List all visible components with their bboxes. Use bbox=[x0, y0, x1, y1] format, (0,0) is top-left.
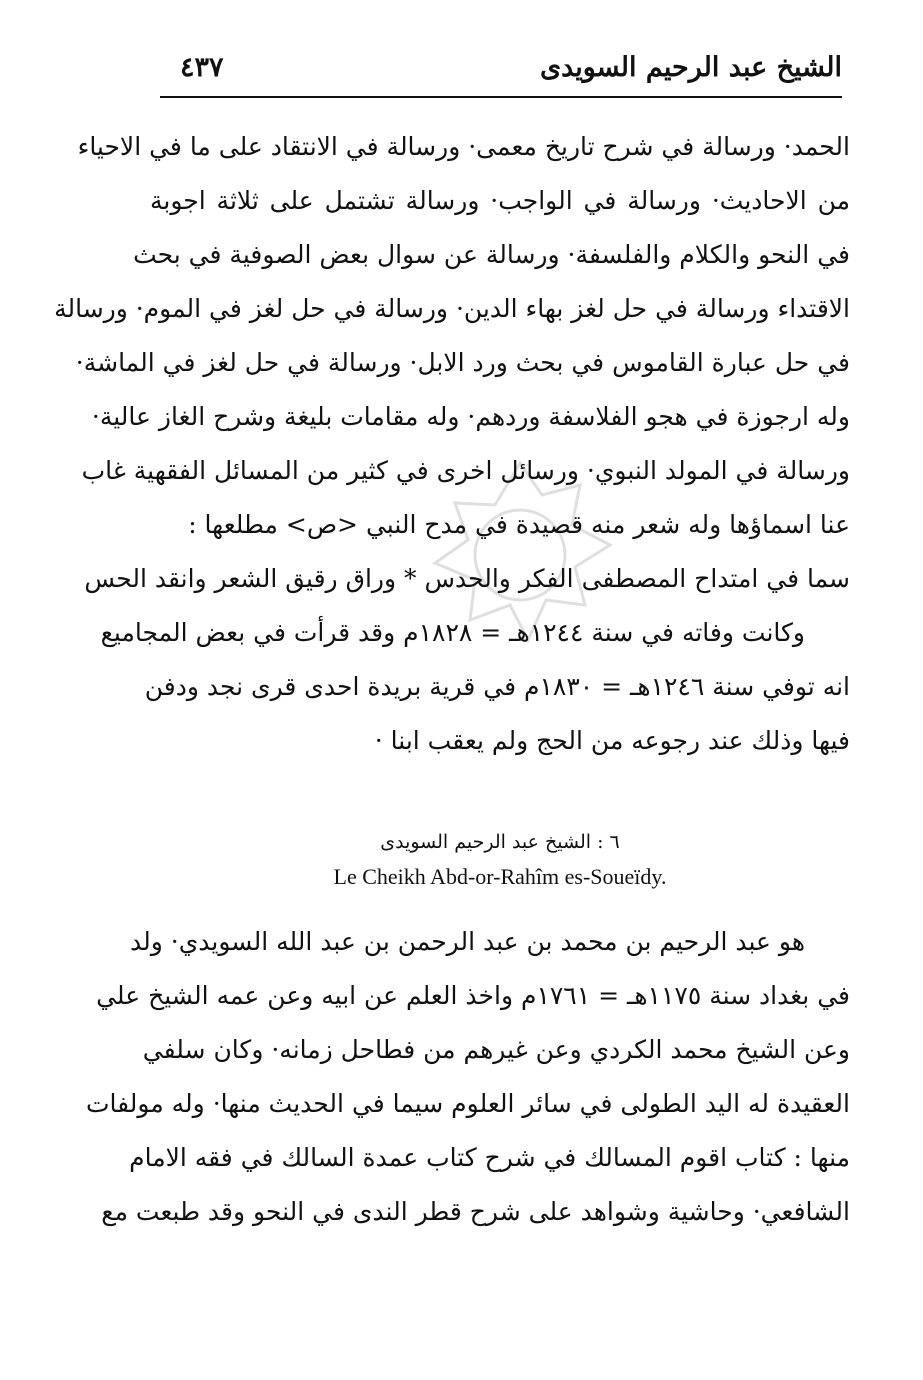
text-line: في النحو والكلام والفلسفة· ورسالة عن سوال بعض الصوفية في بحث bbox=[133, 240, 850, 269]
text-line: من الاحاديث· ورسالة في الواجب· ورسالة تشتمل على ثلاثة اجوبة bbox=[150, 186, 850, 215]
text-line: الاقتداء ورسالة في حل لغز بهاء الدين· ورسالة في حل لغز في الموم· ورسالة bbox=[54, 294, 850, 323]
text-line: ورسالة في المولد النبوي· ورسائل اخرى في كثير من المسائل الفقهية غاب bbox=[81, 456, 850, 485]
text-line: فيها وذلك عند رجوعه من الحج ولم يعقب ابنا · bbox=[374, 726, 850, 755]
text-line: الشافعي· وحاشية وشواهد على شرح قطر الندى في النحو وقد طبعت مع bbox=[101, 1197, 850, 1226]
page-number: ٤٣٧ bbox=[180, 52, 224, 83]
verse-line: سما في امتداح المصطفى الفكر والحدس * وراق رقيق الشعر وانقد الحس bbox=[84, 564, 850, 593]
text-line: العقيدة له اليد الطولى في سائر العلوم سيما في الحديث منها· وله مولفات bbox=[85, 1089, 850, 1118]
text-line: عنا اسماؤها وله شعر منه قصيدة في مدح النبي <ص> مطلعها : bbox=[188, 510, 850, 539]
section-heading-latin: Le Cheikh Abd-or-Rahîm es-Soueïdy. bbox=[333, 864, 667, 889]
text-line: انه توفي سنة ١٢٤٦هـ = ١٨٣٠م في قرية بريدة احدى قرى نجد ودفن bbox=[144, 672, 850, 701]
text-line: وعن الشيخ محمد الكردي وعن غيرهم من فطاحل زمانه· وكان سلفي bbox=[142, 1035, 850, 1064]
section-heading bbox=[150, 824, 850, 894]
text-line: في حل عبارة القاموس في بحث ورد الابل· ورسالة في حل لغز في الماشة· bbox=[75, 348, 850, 377]
text-line: وكانت وفاته في سنة ١٢٤٤هـ = ١٨٢٨م وقد قرأت في بعض المجاميع bbox=[100, 618, 805, 647]
header-divider bbox=[160, 96, 842, 98]
text-block-1 bbox=[54, 120, 850, 768]
text-line: الحمد· ورسالة في شرح تاريخ معمى· ورسالة في الانتقاد على ما في الاحياء bbox=[77, 132, 850, 161]
text-block-2 bbox=[85, 915, 850, 1239]
text-line: وله ارجوزة في هجو الفلاسفة وردهم· وله مقامات بليغة وشرح الغاز عالية· bbox=[91, 402, 850, 431]
running-title: الشيخ عبد الرحيم السويدى bbox=[539, 52, 842, 83]
text-line: في بغداد سنة ١١٧٥هـ = ١٧٦١م واخذ العلم عن ابيه وعن عمه الشيخ علي bbox=[96, 981, 850, 1010]
section-heading-arabic: ٦ : الشيخ عبد الرحيم السويدى bbox=[380, 831, 620, 853]
running-header bbox=[160, 44, 842, 94]
text-line: هو عبد الرحيم بن محمد بن عبد الرحمن بن عبد الله السويدي· ولد bbox=[130, 927, 805, 956]
text-line: منها : كتاب اقوم المسالك في شرح كتاب عمدة السالك في فقه الامام bbox=[129, 1143, 850, 1172]
